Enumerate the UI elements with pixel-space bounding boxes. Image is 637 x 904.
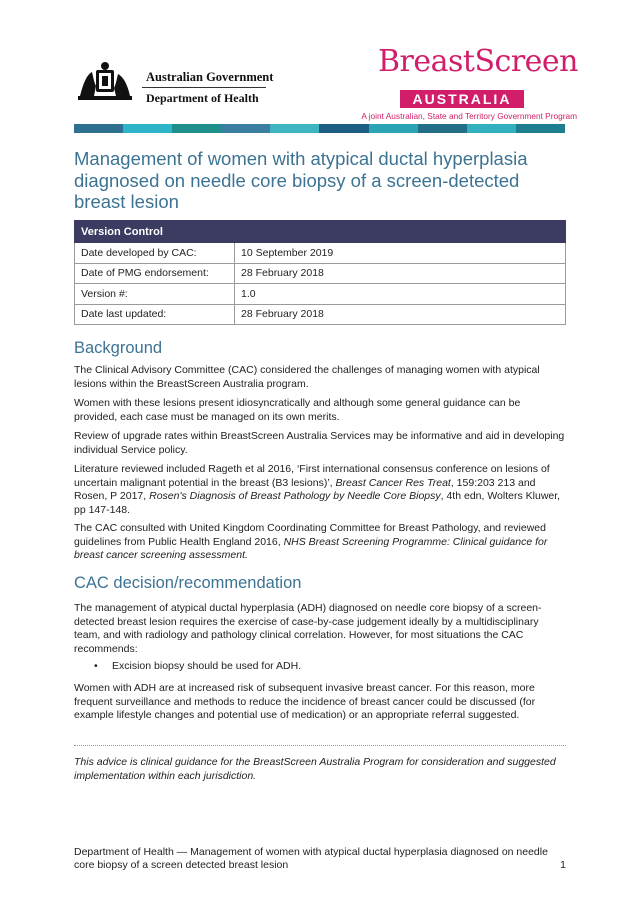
page-footer [74,846,566,872]
row-value: 1.0 [235,284,566,305]
stripe-segment [172,124,221,133]
background-paragraph-5 [74,522,566,563]
cac-paragraph-2: Women with ADH are at increased risk of subsequent invasive breast cancer. For this reason, more frequent surveillance and methods to reduce the incidence of breast cancer could be discussed (for example lifestyle changes and potential use of medication) or an appropriate referral suggested. [74,682,536,721]
table-row [75,284,566,305]
bullet-text: Excision biopsy should be used for ADH. [112,660,302,672]
guideline-title: NHS Breast Screening Programme: Clinical guidance for breast cancer screening assessment. [74,535,548,561]
citation-text: , 4th edn, Wolters Kluwer, pp 147-148. [74,490,561,516]
row-label: Date of PMG endorsement: [75,263,235,284]
section-divider [74,745,566,746]
journal-title: Breast Cancer Res Treat [335,476,451,489]
row-value: 28 February 2018 [235,304,566,325]
background-paragraph-3: Review of upgrade rates within BreastScreen Australia Services may be informative and aid in developing individual Service policy. [74,430,565,456]
department-name: Department of Health [146,91,259,105]
coat-of-arms-logo [74,60,136,102]
stripe-segment [319,124,368,133]
background-paragraph-2: Women with these lesions present idiosyncratically and although some general guidance can be provided, each case must be managed on its own merits. [74,397,521,423]
row-value: 28 February 2018 [235,263,566,284]
row-value: 10 September 2019 [235,243,566,264]
stripe-segment [221,124,270,133]
version-control-heading: Version Control [75,221,566,243]
decorative-stripe [74,124,565,133]
stripe-segment [74,124,123,133]
citation-text: Literature reviewed included Rageth et al 2016, ‘First international consensus conference on lesions of uncertain malignant potential in the breast (B3 lesions)’, [74,463,550,489]
book-title: Rosen's Diagnosis of Breast Pathology by Needle Core Biopsy [149,490,441,502]
row-label: Date developed by CAC: [75,243,235,264]
cac-paragraph-1: The management of atypical ductal hyperplasia (ADH) diagnosed on needle core biopsy of a screen-detected breast lesion requires the exercise of case-by-case judgement ideally by a multidisciplinary team, and with radiology and pathology clinical correlation. However, for most situations the CAC recommends: [74,602,542,655]
advice-note: This advice is clinical guidance for the BreastScreen Australia Program for consideration and suggested implementation within each jurisdiction. [74,756,556,782]
stripe-segment [516,124,565,133]
row-label: Version #: [75,284,235,305]
stripe-segment [467,124,516,133]
background-paragraph-4 [74,463,566,517]
table-row [75,243,566,264]
bullet-icon: • [94,660,98,672]
background-heading: Background [74,339,163,357]
government-name: Australian Government [146,70,274,84]
stripe-segment [369,124,418,133]
background-paragraph-1: The Clinical Advisory Committee (CAC) considered the challenges of managing women with atypical lesions within the BreastScreen Australia program. [74,364,540,390]
stripe-segment [418,124,467,133]
program-tagline: A joint Australian, State and Territory Government Program [361,111,577,121]
cac-decision-heading: CAC decision/recommendation [74,574,302,592]
citation-text: The CAC consulted with United Kingdom Coordinating Committee for Breast Pathology, and reviewed guidelines from Public Health England 2016, [74,522,546,548]
page-title: Management of women with atypical ductal hyperplasia diagnosed on needle core biopsy of a screen-detected breast lesion [74,148,528,212]
breastscreen-logo: BreastScreen [378,44,579,79]
page-number: 1 [560,859,566,871]
table-row [75,263,566,284]
stripe-segment [270,124,319,133]
table-row [75,304,566,325]
version-control-table [74,220,566,325]
citation-text: , 159:203 213 and Rosen, P 2017, [74,476,536,502]
recommendation-bullet [94,660,301,674]
stripe-segment [123,124,172,133]
breastscreen-australia-banner: AUSTRALIA [400,90,524,108]
government-divider [142,87,266,88]
footer-text: Department of Health — Management of women with atypical ductal hyperplasia diagnosed on needle core biopsy of a screen detected breast lesion [74,846,548,871]
row-label: Date last updated: [75,304,235,325]
